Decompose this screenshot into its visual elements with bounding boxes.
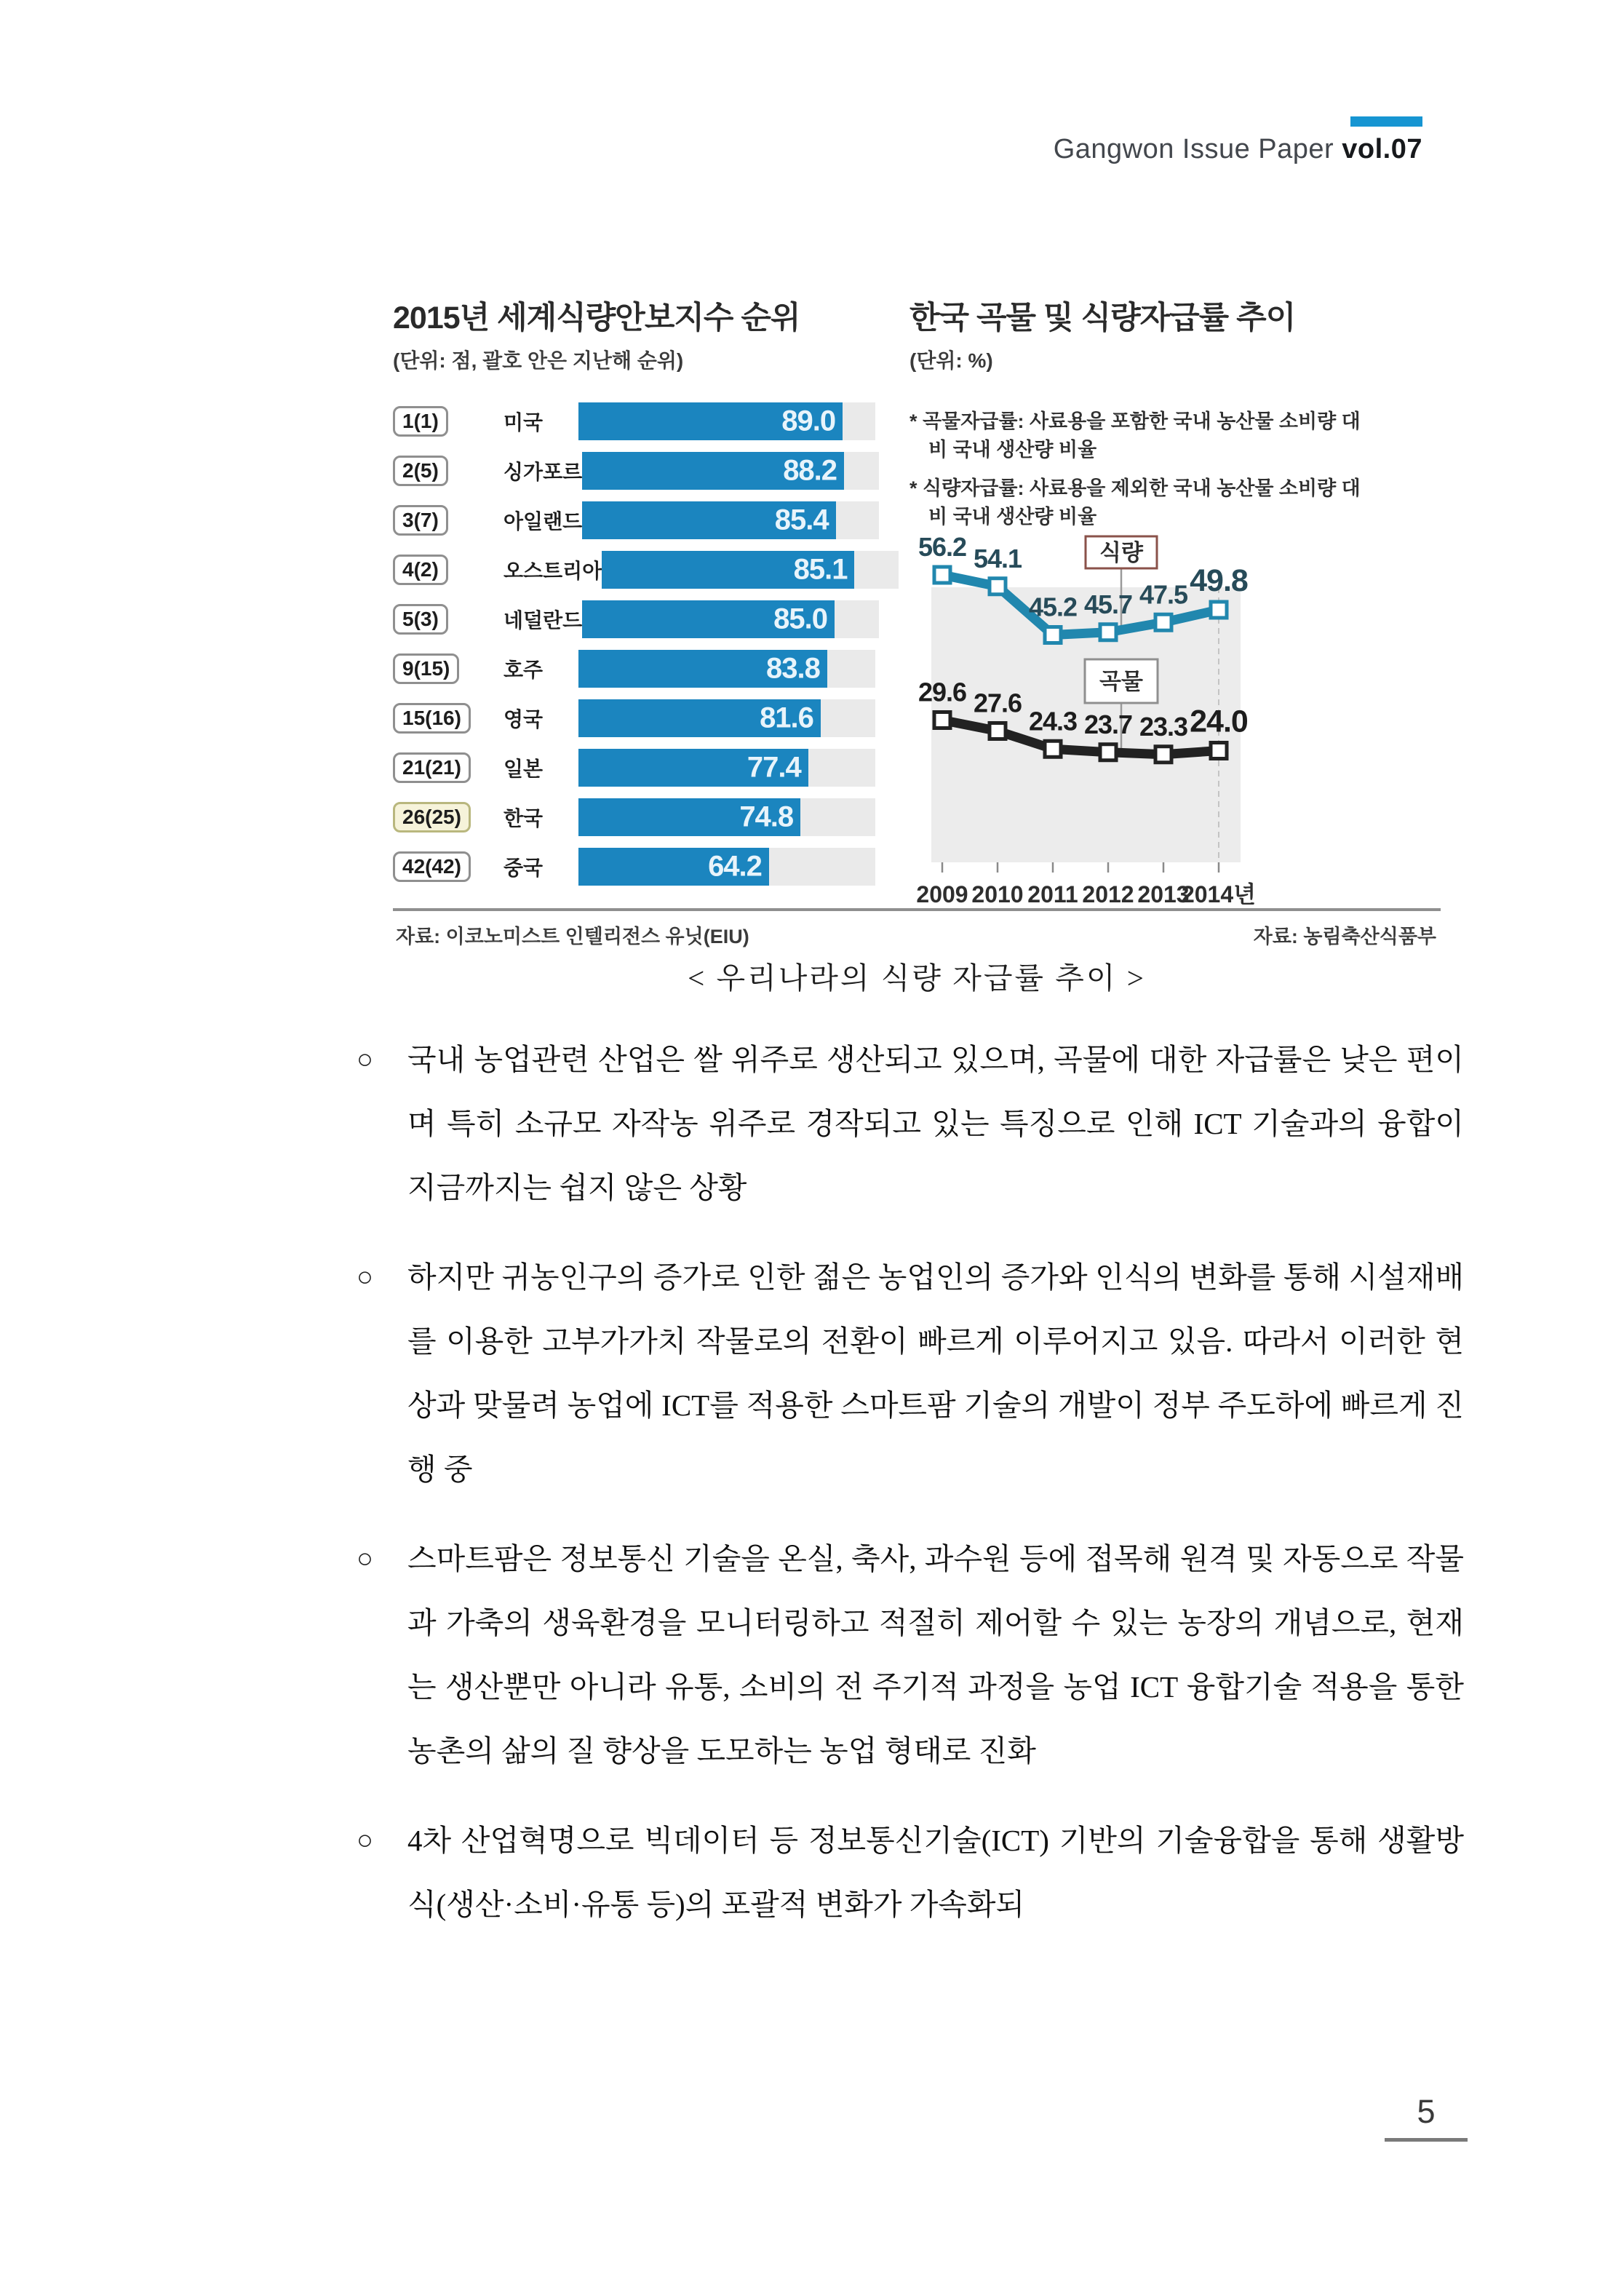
- value-label: 56.2: [918, 532, 967, 562]
- table-row: [393, 848, 899, 886]
- country-label: 일본: [503, 758, 544, 780]
- bar-track: [602, 551, 899, 589]
- line-marker: [934, 712, 950, 728]
- bar: [582, 600, 835, 638]
- header-brand: [1054, 134, 1422, 165]
- body-text: [357, 1028, 1464, 1962]
- left-chart-title: 2015년 세계식량안보지수 순위: [393, 301, 800, 335]
- left-chart-subtitle: (단위: 점, 괄호 안은 지난해 순위): [393, 349, 684, 372]
- bar: [582, 452, 844, 490]
- bar: [578, 749, 808, 787]
- rank-cell: [393, 456, 503, 487]
- line-marker: [1211, 743, 1227, 759]
- year-label: 2014년: [1181, 881, 1257, 907]
- note-food-definition: * 식량자급률: 사료용을 제외한 국내 농산물 소비량 대비 국내 생산량 비율: [909, 477, 1361, 528]
- rank-badge: 1(1): [393, 406, 448, 437]
- bar-track: [578, 402, 875, 440]
- bar-track: [582, 600, 879, 638]
- value-label: 47.5: [1139, 579, 1188, 610]
- year-label: 2009: [916, 881, 968, 907]
- table-row: [393, 699, 899, 737]
- food-security-ranking-chart: [393, 293, 899, 883]
- series-callout-label: 식량: [1099, 540, 1143, 565]
- value-label: 24.0: [1190, 704, 1248, 739]
- paragraph-text: 국내 농업관련 산업은 쌀 위주로 생산되고 있으며, 곡물에 대한 자급률은 낮은 편이며 특히 소규모 자작농 위주로 경작되고 있는 특징으로 인해 ICT 기술과의 융합이 지금까지는 쉽지 않은 상황: [407, 1043, 1464, 1204]
- bullet-marker: ○: [357, 1825, 373, 1856]
- line-marker: [1211, 602, 1227, 618]
- bar-value-label: 81.6: [760, 702, 813, 734]
- country-label: 싱가포르: [503, 461, 583, 483]
- brand-volume: vol.07: [1342, 134, 1422, 164]
- paragraph-3: [357, 1527, 1464, 1783]
- table-row: [393, 650, 899, 688]
- value-label: 29.6: [918, 677, 967, 707]
- rank-cell: [393, 802, 503, 833]
- country-label: 네덜란드: [503, 609, 583, 632]
- rank-cell: [393, 604, 503, 635]
- value-label: 27.6: [973, 688, 1022, 718]
- bar-value-label: 89.0: [781, 405, 836, 437]
- paragraph-text: 하지만 귀농인구의 증가로 인한 젊은 농업인의 증가와 인식의 변화를 통해 시설재배를 이용한 고부가가치 작물로의 전환이 빠르게 이루어지고 있음. 따라서 이러한 현상과 맞물려 농업에 ICT를 적용한 스마트팜 기술의 개발이 정부 주도하에 빠르게 진행 중: [407, 1260, 1464, 1486]
- bar-track: [578, 650, 875, 688]
- bullet-marker: ○: [357, 1262, 373, 1292]
- brand-title: Gangwon Issue Paper: [1053, 134, 1334, 164]
- bar-track: [582, 452, 879, 490]
- year-label: 2013: [1137, 881, 1190, 907]
- bar: [578, 848, 769, 886]
- rank-badge: 42(42): [393, 851, 471, 883]
- header-accent-bar: [1350, 116, 1422, 127]
- paragraph-text: 스마트팜은 정보통신 기술을 온실, 축사, 과수원 등에 접목해 원격 및 자동으로 작물과 가축의 생육환경을 모니터링하고 적절히 제어할 수 있는 농장의 개념으로, 현재는 생산뿐만 아니라 유통, 소비의 전 주기적 과정을 농업 ICT 융합기술 적용을 통한 농촌의 삶의 질 향상을 도모하는 농업 형태로 진화: [407, 1542, 1464, 1768]
- country-label: 오스트리아: [503, 560, 602, 582]
- figure-divider-line: [393, 908, 1441, 911]
- year-label: 2010: [971, 881, 1024, 907]
- country-label: 한국: [503, 807, 544, 830]
- bar-track: [578, 699, 875, 737]
- value-label: 23.7: [1083, 709, 1133, 739]
- country-label: 아일랜드: [503, 510, 583, 533]
- series-callout-label: 곡물: [1099, 669, 1143, 694]
- bar: [578, 650, 827, 688]
- year-label: 2012: [1082, 881, 1134, 907]
- rank-cell: [393, 555, 503, 586]
- country-label: 미국: [503, 411, 544, 434]
- bar: [602, 551, 854, 589]
- ranking-rows: [393, 402, 899, 897]
- rank-badge: 5(3): [393, 604, 448, 635]
- trend-line-plot: [909, 509, 1302, 917]
- table-row: [393, 501, 899, 539]
- bar-track: [578, 749, 875, 787]
- value-label: 45.2: [1028, 592, 1078, 622]
- line-marker: [1100, 744, 1116, 760]
- bar: [578, 402, 843, 440]
- line-marker: [990, 579, 1006, 595]
- bar-value-label: 77.4: [747, 751, 801, 784]
- rank-cell: [393, 752, 503, 784]
- rank-cell: [393, 406, 503, 437]
- value-label: 54.1: [973, 543, 1022, 573]
- rank-badge: 3(7): [393, 505, 448, 536]
- bullet-marker: ○: [357, 1543, 373, 1574]
- rank-badge: 21(21): [393, 752, 471, 784]
- country-label: 영국: [503, 708, 544, 731]
- country-label: 중국: [503, 857, 544, 879]
- bar-track: [578, 848, 875, 886]
- table-row: [393, 402, 899, 440]
- rank-badge: 4(2): [393, 555, 448, 586]
- bar-value-label: 85.1: [793, 553, 848, 586]
- table-row: [393, 798, 899, 836]
- paragraph-1: [357, 1028, 1464, 1220]
- bar-value-label: 85.4: [774, 504, 829, 536]
- right-chart-source: 자료: 농림축산식품부: [1253, 926, 1436, 947]
- right-chart-subtitle: (단위: %): [909, 349, 993, 372]
- page-number-line: [1385, 2138, 1468, 2142]
- bar-track: [582, 501, 879, 539]
- rank-badge: 15(16): [393, 703, 471, 734]
- line-marker: [1155, 614, 1171, 630]
- line-marker: [1045, 741, 1061, 757]
- paragraph-text: 4차 산업혁명으로 빅데이터 등 정보통신기술(ICT) 기반의 기술융합을 통해 생활방식(생산·소비·유통 등)의 포괄적 변화가 가속화되: [407, 1824, 1464, 1921]
- figure-caption: < 우리나라의 식량 자급률 추이 >: [688, 961, 1146, 995]
- note-grain-definition: * 곡물자급률: 사료용을 포함한 국내 농산물 소비량 대비 국내 생산량 비율: [909, 410, 1361, 461]
- page-number: 5: [1417, 2093, 1436, 2130]
- value-label: 49.8: [1190, 563, 1248, 598]
- rank-badge: 26(25): [393, 802, 471, 833]
- table-row: [393, 551, 899, 589]
- bar-value-label: 64.2: [708, 850, 762, 883]
- rank-cell: [393, 851, 503, 883]
- paragraph-4: [357, 1808, 1464, 1936]
- line-marker: [1100, 624, 1116, 640]
- bar-value-label: 74.8: [739, 800, 794, 833]
- left-chart-source: 자료: 이코노미스트 인텔리전스 유닛(EIU): [396, 926, 749, 947]
- bar-value-label: 85.0: [773, 603, 827, 635]
- line-marker: [990, 723, 1006, 739]
- value-label: 45.7: [1083, 589, 1133, 619]
- figure-block: [393, 293, 1441, 1028]
- paragraph-2: [357, 1245, 1464, 1501]
- bar-track: [578, 798, 875, 836]
- self-sufficiency-trend-chart: [909, 293, 1404, 907]
- line-marker: [934, 567, 950, 583]
- right-chart-title: 한국 곡물 및 식량자급률 추이: [909, 301, 1296, 335]
- bullet-marker: ○: [357, 1044, 373, 1075]
- bar-value-label: 88.2: [783, 454, 837, 487]
- rank-cell: [393, 505, 503, 536]
- bar: [582, 501, 835, 539]
- line-marker: [1045, 627, 1061, 643]
- bar: [578, 699, 821, 737]
- line-marker: [1155, 747, 1171, 763]
- bar-value-label: 83.8: [766, 652, 820, 685]
- table-row: [393, 600, 899, 638]
- rank-badge: 9(15): [393, 653, 459, 685]
- year-label: 2011: [1027, 881, 1078, 907]
- rank-cell: [393, 653, 503, 685]
- bar: [578, 798, 800, 836]
- value-label: 23.3: [1139, 711, 1188, 742]
- table-row: [393, 749, 899, 787]
- country-label: 호주: [503, 659, 544, 681]
- table-row: [393, 452, 899, 490]
- value-label: 24.3: [1028, 706, 1078, 736]
- rank-cell: [393, 703, 503, 734]
- rank-badge: 2(5): [393, 456, 448, 487]
